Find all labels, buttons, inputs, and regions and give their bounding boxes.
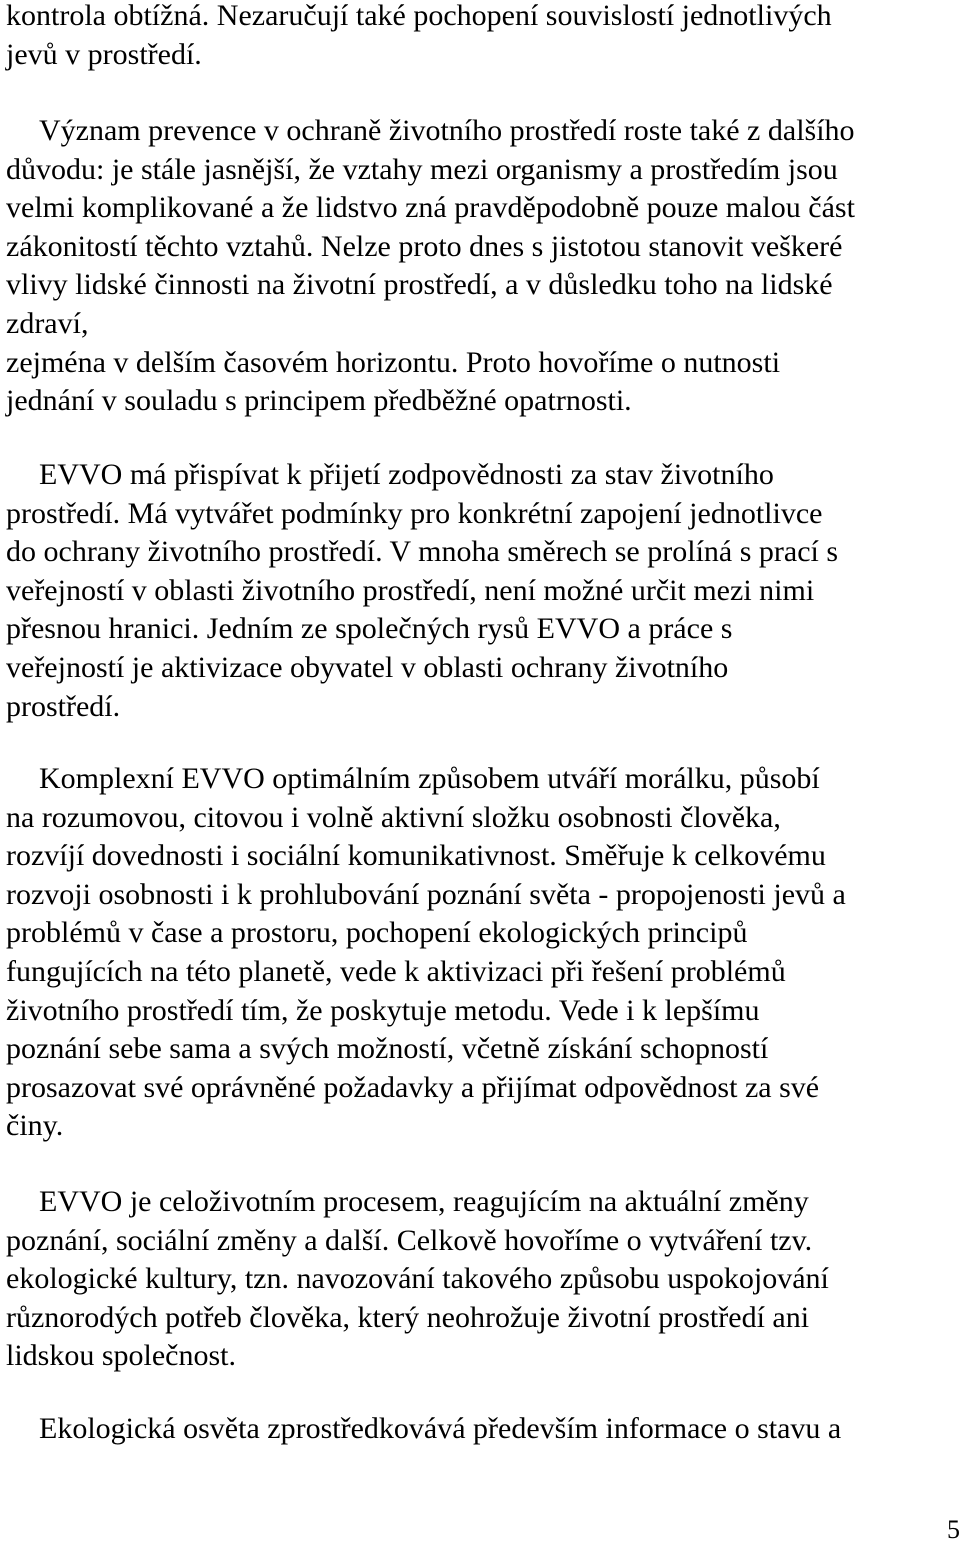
text-line: Ekologická osvěta zprostředkovává především informace o stavu a <box>39 1412 842 1445</box>
text-line: činy. <box>6 1109 64 1143</box>
text-line: rozvíjí dovednosti i sociální komunikativnost. Směřuje k celkovému <box>6 839 826 873</box>
text-line: jevů v prostředí. <box>6 37 202 71</box>
page-number: 5 <box>947 1515 960 1544</box>
paragraph-lifelong-process <box>6 1183 960 1376</box>
paragraph-evvo-responsibility <box>6 456 960 726</box>
text-line: na rozumovou, citovou i volně aktivní složku osobnosti člověka, <box>6 800 781 834</box>
text-line: různorodých potřeb člověka, který neohrožuje životní prostředí ani <box>6 1300 810 1334</box>
text-line: poznání sebe sama a svých možností, včetně získání schopností <box>6 1032 769 1066</box>
text-line: EVVO je celoživotním procesem, reagujícím na aktuální změny <box>39 1185 809 1218</box>
text-line: poznání, sociální změny a další. Celkově hovoříme o vytváření tzv. <box>6 1223 813 1257</box>
paragraph-prevention <box>6 112 960 421</box>
text-line: Komplexní EVVO optimálním způsobem utváří morálku, působí <box>39 762 820 795</box>
text-line: důvodu: je stále jasnější, že vztahy mezi organismy a prostředím jsou <box>6 152 838 186</box>
paragraph-continuation <box>6 0 960 74</box>
text-line: životního prostředí tím, že poskytuje metodu. Vede i k lepšímu <box>6 993 760 1027</box>
text-line: prosazovat své oprávněné požadavky a přijímat odpovědnost za své <box>6 1070 820 1104</box>
text-line: rozvoji osobnosti i k prohlubování poznání světa - propojenosti jevů a <box>6 877 846 911</box>
text-line: velmi komplikované a že lidstvo zná pravděpodobně pouze malou část <box>6 191 855 225</box>
paragraph-ecological-awareness <box>6 1410 960 1449</box>
text-line: zejména v delším časovém horizontu. Proto hovoříme o nutnosti <box>6 345 781 379</box>
text-line: přesnou hranici. Jedním ze společných rysů EVVO a práce s <box>6 612 733 646</box>
text-line: zákonitostí těchto vztahů. Nelze proto dnes s jistotou stanovit veškeré <box>6 229 843 263</box>
text-line: lidskou společnost. <box>6 1339 236 1373</box>
text-line: zdraví, <box>6 306 89 340</box>
text-line: do ochrany životního prostředí. V mnoha směrech se prolíná s prací s <box>6 535 839 569</box>
text-line: veřejností je aktivizace obyvatel v oblasti ochrany životního <box>6 650 729 684</box>
text-line: veřejností v oblasti životního prostředí, není možné určit mezi nimi <box>6 573 815 607</box>
text-line: prostředí. Má vytvářet podmínky pro konkrétní zapojení jednotlivce <box>6 496 823 530</box>
text-line: vlivy lidské činnosti na životní prostředí, a v důsledku toho na lidské <box>6 268 833 302</box>
text-line: EVVO má přispívat k přijetí zodpovědnosti za stav životního <box>39 458 774 491</box>
text-line: fungujících na této planetě, vede k aktivizaci při řešení problémů <box>6 954 786 988</box>
text-line: ekologické kultury, tzn. navozování takového způsobu uspokojování <box>6 1262 829 1296</box>
text-line: problémů v čase a prostoru, pochopení ekologických principů <box>6 916 748 950</box>
text-line: Význam prevence v ochraně životního prostředí roste také z dalšího <box>39 114 855 147</box>
text-line: prostředí. <box>6 689 121 723</box>
text-line: kontrola obtížná. Nezaručují také pochopení souvislostí jednotlivých <box>6 0 832 32</box>
text-line: jednání v souladu s principem předběžné opatrnosti. <box>6 384 632 418</box>
paragraph-complex-evvo <box>6 760 960 1146</box>
